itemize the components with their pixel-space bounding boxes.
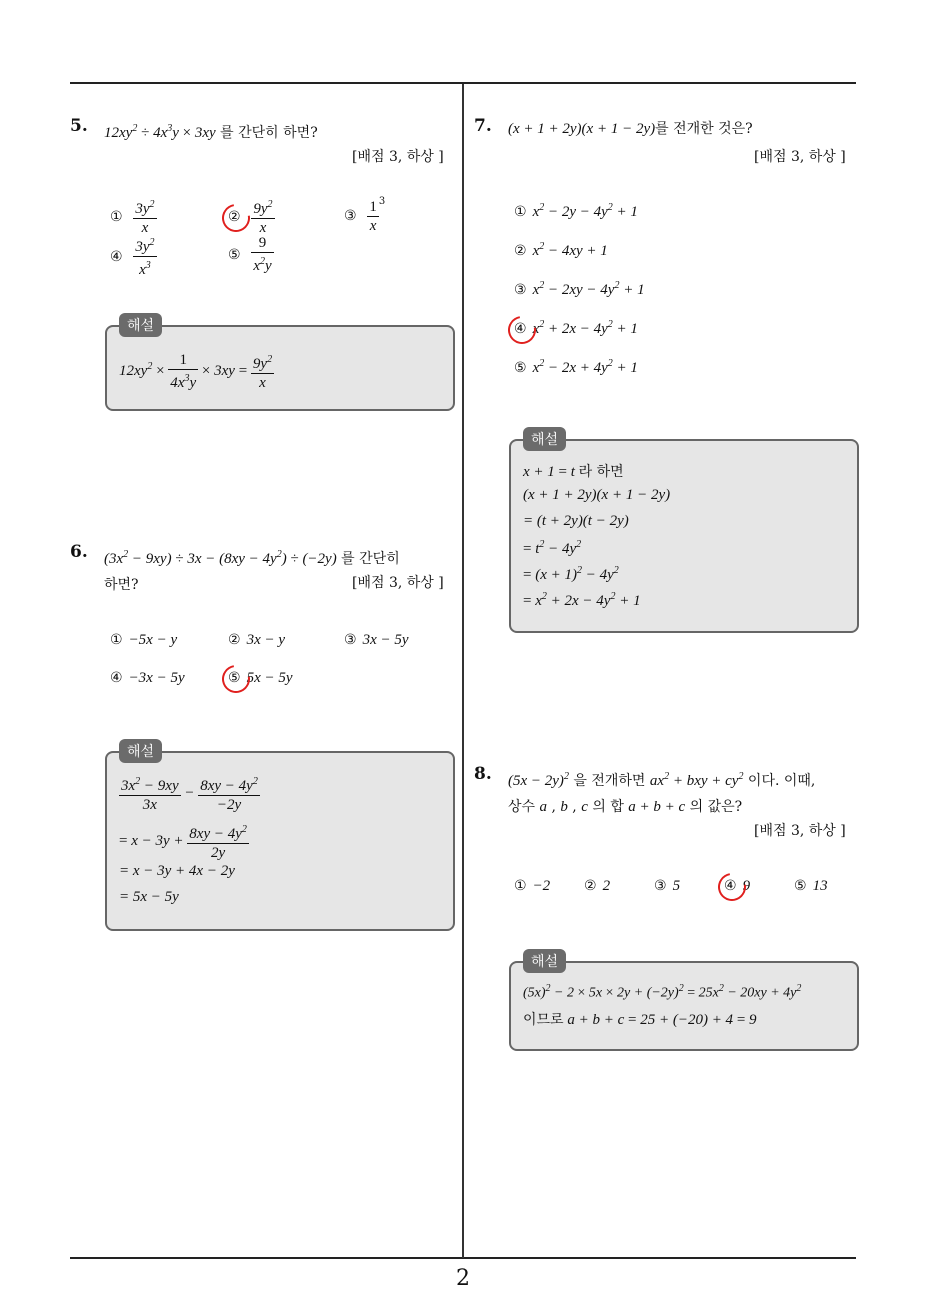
choice-2[interactable]: ② $x^2 - 4xy + 1$ bbox=[514, 241, 608, 259]
solution-line-6: = $x^2 + 2x - 4y^2 + 1$ bbox=[523, 591, 641, 609]
solution-box-7 bbox=[509, 432, 859, 633]
choice-5[interactable]: ⑤ 5x − 5y bbox=[228, 670, 293, 687]
question-text: $(3x^2 - 9xy) \div 3x - (8xy - 4y^2) \div (-2y)$ 를 간단히 하면? bbox=[104, 549, 400, 593]
page-number: 2 bbox=[456, 1266, 470, 1291]
choice-1[interactable]: ① $\frac{3y^2}{x}$ bbox=[110, 196, 157, 237]
choice-5[interactable]: ⑤ $x^2 - 2x + 4y^2 + 1$ bbox=[514, 358, 638, 376]
choice-1[interactable]: ① −5x − y bbox=[110, 632, 178, 648]
choice-1[interactable]: ① $x^2 - 2y - 4y^2 + 1$ bbox=[514, 202, 638, 220]
choice-2[interactable]: ② $\frac{9y^2}{x}$ bbox=[228, 196, 275, 237]
score-label: [배점 3, 하상 ] bbox=[754, 823, 846, 839]
solution-line-2: 이므로 a + b + c = 25 + (−20) + 4 = 9 bbox=[523, 1012, 757, 1028]
solution-line: $12xy^2$ × $\frac{1}{4x^3y}$ × 3xy = $\frac{9y^2}{x}$ bbox=[119, 352, 273, 391]
answer-mark bbox=[713, 868, 752, 907]
score-label: [배점 3, 하상 ] bbox=[352, 149, 444, 165]
solution-line-1: $(5x)^2 - 2 \times 5x \times 2y + (-2y)^2 = 25x^2 - 20xy + 4y^2$ bbox=[523, 983, 802, 1001]
choice-2[interactable]: ② 2 bbox=[584, 878, 611, 894]
solution-label: 해설 bbox=[119, 313, 162, 337]
solution-line-5: = $(x + 1)^2 - 4y^2$ bbox=[523, 565, 619, 583]
choice-4[interactable]: ④ $\frac{3y^2}{x^3}$ bbox=[110, 234, 157, 279]
choice-1[interactable]: ① −2 bbox=[514, 878, 551, 894]
choice-3[interactable]: ③ 3x − 5y bbox=[344, 632, 409, 648]
solution-line-4: = 5x − 5y bbox=[119, 889, 179, 905]
question-text: $12xy^2 \div 4x^3y \times 3xy$ 를 간단히 하면? bbox=[104, 123, 318, 141]
choice-3[interactable]: ③ 5 bbox=[654, 878, 681, 894]
solution-label: 해설 bbox=[523, 427, 566, 451]
choice-2[interactable]: ② 3x − y bbox=[228, 632, 285, 648]
solution-line-2: (x + 1 + 2y)(x + 1 − 2y) bbox=[523, 487, 671, 503]
choice-4[interactable]: ④ −3x − 5y bbox=[110, 670, 185, 686]
column-divider bbox=[462, 84, 464, 1258]
solution-box-5 bbox=[105, 318, 455, 411]
solution-label: 해설 bbox=[119, 739, 162, 763]
answer-mark bbox=[217, 660, 256, 699]
question-number: 7. bbox=[474, 116, 492, 136]
solution-line-3: = x − 3y + 4x − 2y bbox=[119, 863, 235, 879]
question-number: 6. bbox=[70, 542, 88, 562]
score-label: [배점 3, 하상 ] bbox=[754, 149, 846, 165]
solution-label: 해설 bbox=[523, 949, 566, 973]
question-text: $(5x - 2y)^2$ 을 전개하면 $ax^2$ + bxy + $cy^2$ 이다. 이때, 상수 a , b , c 의 합 a + b + c 의 값은? bbox=[508, 771, 816, 815]
solution-line-1: x + 1 = t 라 하면 bbox=[523, 464, 624, 480]
solution-line-1: $\frac{3x^2 - 9xy}{3x}$ − $\frac{8xy - 4y^2}{-2y}$ bbox=[119, 773, 260, 814]
question-number: 5. bbox=[70, 116, 88, 136]
solution-box-8 bbox=[509, 954, 859, 1051]
choice-5[interactable]: ⑤ 13 bbox=[794, 878, 828, 894]
choice-4[interactable]: ④ 9 bbox=[724, 878, 750, 895]
answer-mark bbox=[217, 198, 256, 237]
question-number: 8. bbox=[474, 764, 492, 784]
solution-line-4: = $t^2 - 4y^2$ bbox=[523, 539, 582, 557]
choice-5[interactable]: ⑤ $\frac{9}{x^2y}$ bbox=[228, 235, 272, 274]
choice-4[interactable]: ④ $x^2 + 2x - 4y^2 + 1$ bbox=[514, 319, 638, 338]
choice-3[interactable]: ③ $\frac{1}{x}$ $^3$ bbox=[344, 196, 386, 234]
solution-line-3: = (t + 2y)(t − 2y) bbox=[523, 513, 629, 529]
question-text: (x + 1 + 2y)(x + 1 − 2y)를 전개한 것은? bbox=[508, 121, 753, 137]
choice-3[interactable]: ③ $x^2 - 2xy - 4y^2 + 1$ bbox=[514, 280, 645, 298]
solution-box-6 bbox=[105, 744, 455, 931]
answer-mark bbox=[503, 311, 542, 350]
score-label: [배점 3, 하상 ] bbox=[352, 575, 444, 591]
solution-line-2: = x − 3y + $\frac{8xy - 4y^2}{2y}$ bbox=[119, 821, 249, 862]
